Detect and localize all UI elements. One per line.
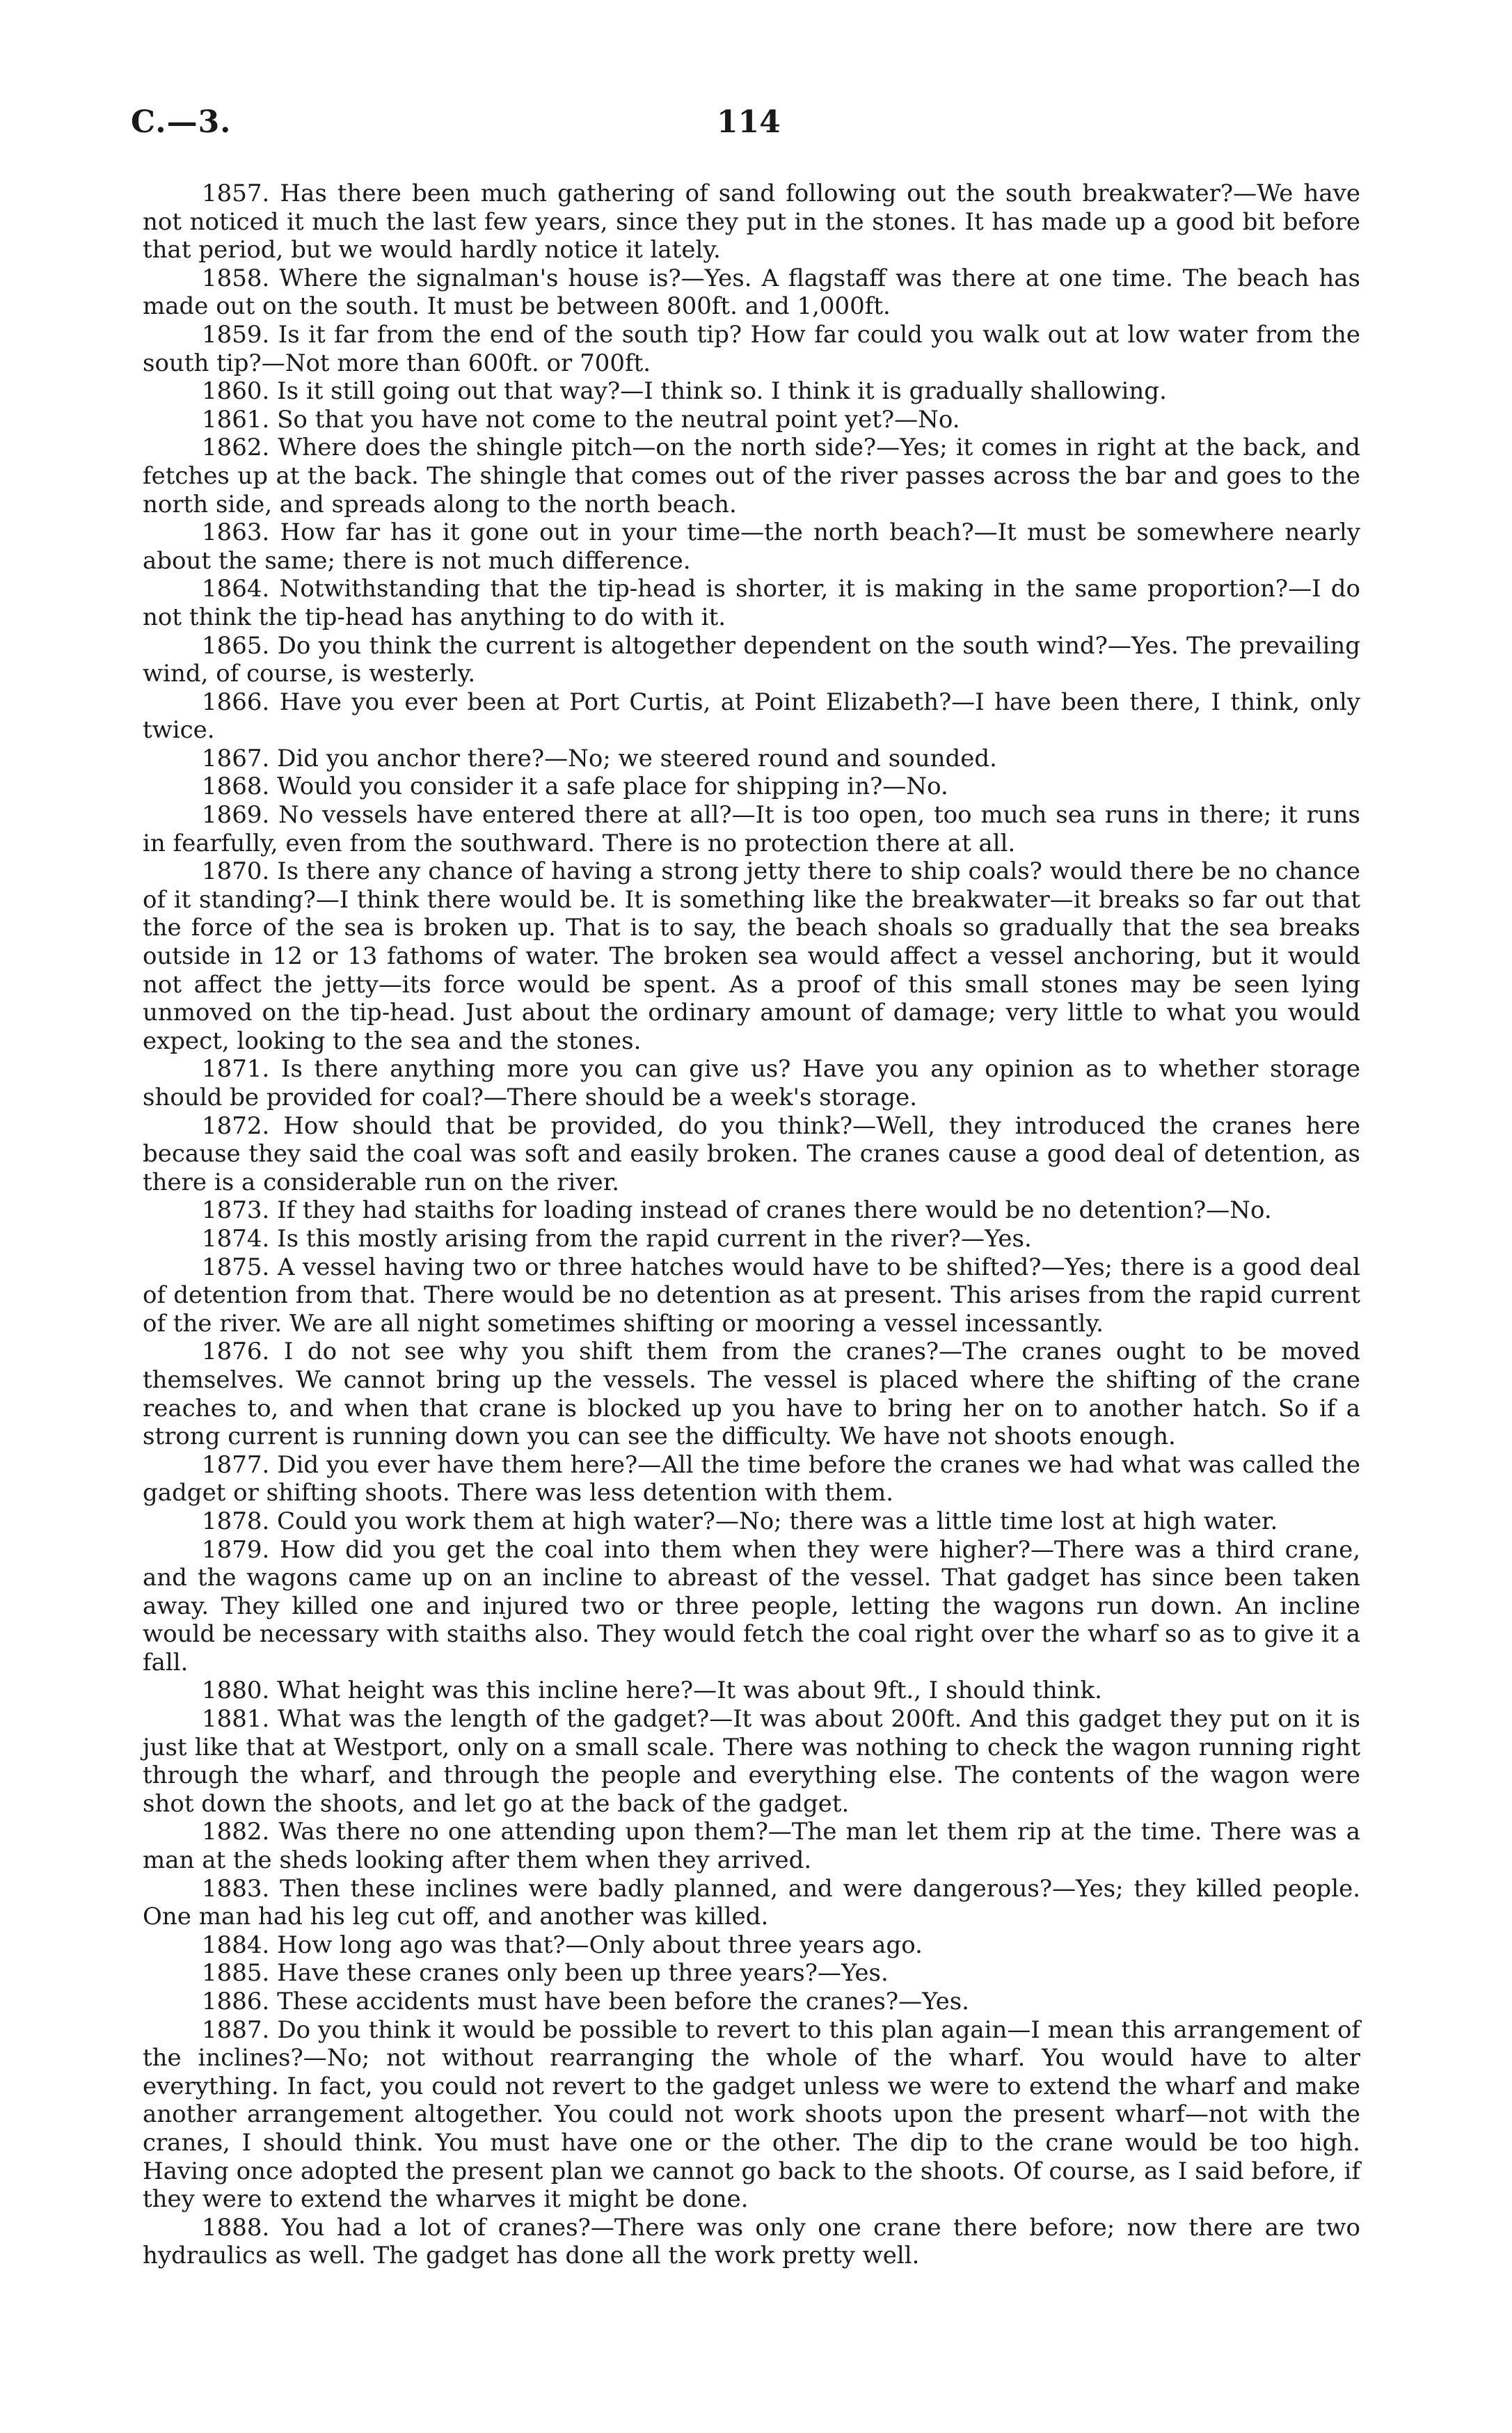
testimony-body: [143, 180, 1360, 2270]
paragraph: 1872. How should that be provided, do you think?—Well, they introduced the cranes here because they said the coal was soft and easily broken. The cranes cause a good deal of detention, as there is a considerable run on the river.: [143, 1111, 1360, 1196]
paragraph: 1880. What height was this incline here?—It was about 9ft., I should think.: [202, 1677, 1102, 1705]
paragraph: 1884. How long ago was that?—Only about three years ago.: [202, 1931, 923, 1959]
paragraph: 1857. Has there been much gathering of sand following out the south breakwater?—We have not noticed it much the last few years, since they put in the stones. It has made up a good bit before that period, but we would hardly notice it lately.: [143, 180, 1360, 264]
paragraph: 1882. Was there no one attending upon them?—The man let them rip at the time. There was a man at the sheds looking after them when they arrived.: [143, 1818, 1360, 1875]
paragraph: 1873. If they had staiths for loading instead of cranes there would be no detention?—No.: [202, 1196, 1272, 1225]
paragraph: 1878. Could you work them at high water?—No; there was a little time lost at high water.: [202, 1507, 1278, 1535]
paragraph: 1865. Do you think the current is altogether dependent on the south wind?—Yes. The prevailing wind, of course, is westerly.: [143, 631, 1360, 688]
paragraph: 1888. You had a lot of cranes?—There was only one crane there before; now there are two hydraulics as well. The gadget has done all the work pretty well.: [143, 2213, 1360, 2270]
paragraph: 1885. Have these cranes only been up three years?—Yes.: [202, 1959, 889, 1988]
paragraph: 1886. These accidents must have been before the cranes?—Yes.: [202, 1988, 969, 2015]
paragraph: 1858. Where the signalman's house is?—Yes. A flagstaff was there at one time. The beach has made out on the south. It must be between 800ft. and 1,000ft.: [143, 264, 1360, 321]
paragraph: 1883. Then these inclines were badly planned, and were dangerous?—Yes; they killed people. One man had his leg cut off, and another was killed.: [143, 1874, 1360, 1931]
paragraph: 1881. What was the length of the gadget?—It was about 200ft. And this gadget they put on it is just like that at Westport, only on a small scale. There was nothing to check the wagon running right through the wharf, and through the people and everything else. The contents of the wagon were shot down the shoots, and let go at the back of the gadget.: [143, 1705, 1360, 1818]
document-reference: C.—3.: [131, 104, 232, 140]
paragraph: 1887. Do you think it would be possible to revert to this plan again—I mean this arrangement of the inclines?—No; not without rearranging the whole of the wharf. You would have to alter everything. In fact, you could not revert to the gadget unless we were to extend the wharf and make another arrangement altogether. You could not work shoots upon the present wharf—not with the cranes, I should think. You must have one or the other. The dip to the crane would be too high. Having once adopted the present plan we cannot go back to the shoots. Of course, as I said before, if they were to extend the wharves it might be done.: [143, 2015, 1360, 2214]
paragraph: 1871. Is there anything more you can give us? Have you any opinion as to whether storage should be provided for coal?—There should be a week's storage.: [143, 1055, 1360, 1111]
paragraph: 1876. I do not see why you shift them from the cranes?—The cranes ought to be moved themselves. We cannot bring up the vessels. The vessel is placed where the shifting of the crane reaches to, and when that crane is blocked up you have to bring her on to another hatch. So if a strong current is running down you can see the difficulty. We have not shoots enough.: [143, 1338, 1360, 1451]
paragraph: 1864. Notwithstanding that the tip-head is shorter, it is making in the same proportion?—I do not think the tip-head has anything to do with it.: [143, 575, 1360, 631]
paragraph: 1879. How did you get the coal into them when they were higher?—There was a third crane, and the wagons came up on an incline to abreast of the vessel. That gadget has since been taken away. They killed one and injured two or three people, letting the wagons run down. An incline would be necessary with staiths also. They would fetch the coal right over the wharf so as to give it a fall.: [143, 1535, 1360, 1677]
paragraph: 1866. Have you ever been at Port Curtis, at Point Elizabeth?—I have been there, I think, only twice.: [143, 688, 1360, 745]
paragraph: 1867. Did you anchor there?—No; we steered round and sounded.: [202, 744, 997, 772]
paragraph: 1877. Did you ever have them here?—All the time before the cranes we had what was called the gadget or shifting shoots. There was less detention with them.: [143, 1450, 1360, 1507]
paragraph: 1874. Is this mostly arising from the rapid current in the river?—Yes.: [202, 1224, 1032, 1253]
paragraph: 1863. How far has it gone out in your time—the north beach?—It must be somewhere nearly about the same; there is not much difference.: [143, 518, 1360, 575]
paragraph: 1861. So that you have not come to the neutral point yet?—No.: [202, 405, 960, 434]
page-number: 114: [717, 104, 781, 140]
paragraph: 1869. No vessels have entered there at all?—It is too open, too much sea runs in there; it runs in fearfully, even from the southward. There is no protection there at all.: [143, 801, 1360, 857]
paragraph: 1860. Is it still going out that way?—I think so. I think it is gradually shallowing.: [202, 377, 1167, 406]
paragraph: 1862. Where does the shingle pitch—on the north side?—Yes; it comes in right at the back, and fetches up at the back. The shingle that comes out of the river passes across the bar and goes to the north side, and spreads along to the north beach.: [143, 434, 1360, 518]
paragraph: 1859. Is it far from the end of the south tip? How far could you walk out at low water from the south tip?—Not more than 600ft. or 700ft.: [143, 320, 1360, 377]
paragraph: 1868. Would you consider it a safe place for shipping in?—No.: [202, 772, 948, 801]
paragraph: 1870. Is there any chance of having a strong jetty there to ship coals? would there be no chance of it standing?—I think there would be. It is something like the breakwater—it breaks so far out that the force of the sea is broken up. That is to say, the beach shoals so gradually that the sea breaks outside in 12 or 13 fathoms of water. The broken sea would affect a vessel anchoring, but it would not affect the jetty—its force would be spent. As a proof of this small stones may be seen lying unmoved on the tip-head. Just about the ordinary amount of damage; very little to what you would expect, looking to the sea and the stones.: [143, 857, 1360, 1055]
paragraph: 1875. A vessel having two or three hatches would have to be shifted?—Yes; there is a good deal of detention from that. There would be no detention as at present. This arises from the rapid current of the river. We are all night sometimes shifting or mooring a vessel incessantly.: [143, 1253, 1360, 1338]
